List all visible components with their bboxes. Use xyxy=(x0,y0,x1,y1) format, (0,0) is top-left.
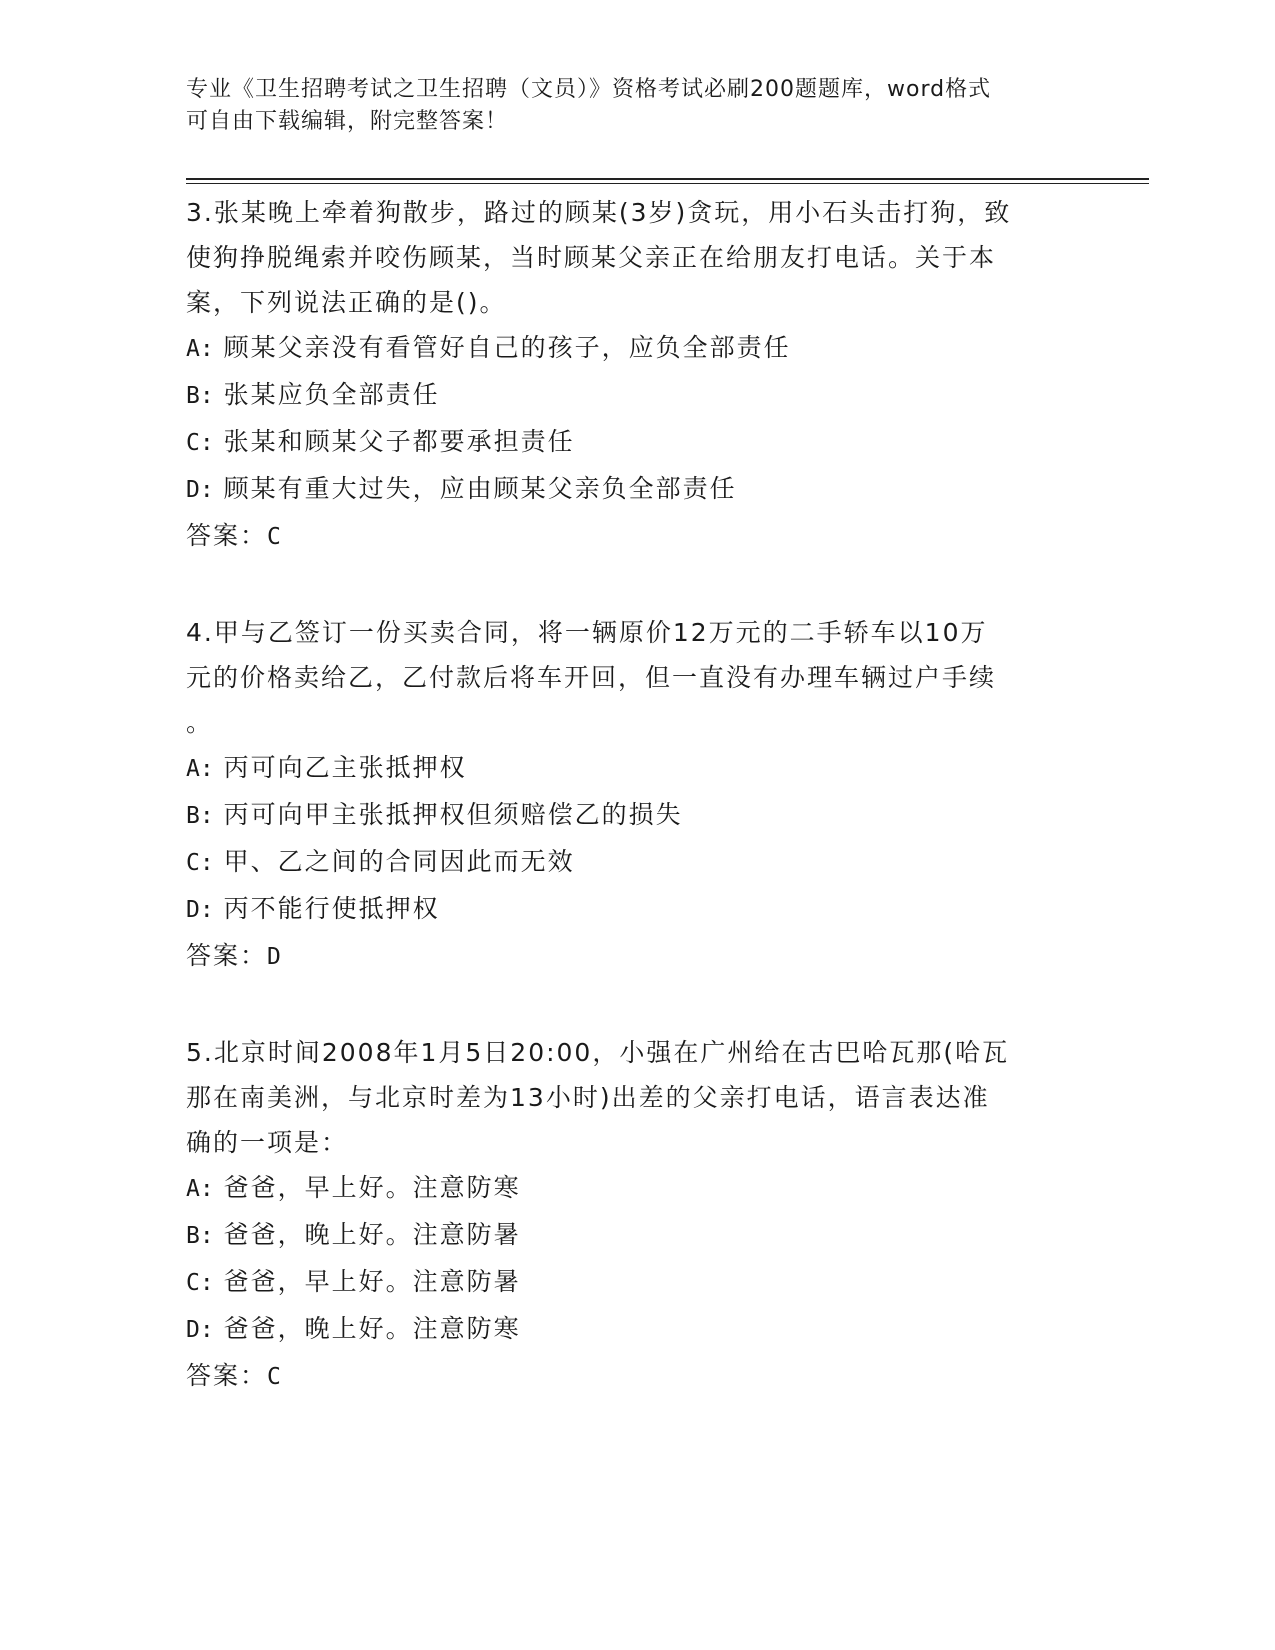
document-header xyxy=(186,74,1066,138)
option-a xyxy=(186,325,1086,372)
option-text: 爸爸，早上好。注意防寒 xyxy=(223,1173,521,1202)
option-letter: A: xyxy=(186,1176,214,1202)
question-stem xyxy=(186,610,1086,745)
option-text: 爸爸，晚上好。注意防寒 xyxy=(223,1314,521,1343)
option-text: 丙不能行使抵押权 xyxy=(223,894,440,923)
option-text: 顾某有重大过失，应由顾某父亲负全部责任 xyxy=(223,474,737,503)
header-divider-thick xyxy=(186,178,1149,180)
option-letter: D: xyxy=(186,897,214,923)
option-d xyxy=(186,1306,1086,1353)
header-divider-thin xyxy=(186,183,1149,184)
question-spacer xyxy=(186,980,1086,1030)
option-text: 张某应负全部责任 xyxy=(223,380,440,409)
question-stem-line: 确的一项是： xyxy=(186,1128,349,1157)
question-stem-line: 3.张某晚上牵着狗散步，路过的顾某(3岁)贪玩，用小石头击打狗，致 xyxy=(186,198,1012,227)
option-b xyxy=(186,372,1086,419)
option-text: 丙可向乙主张抵押权 xyxy=(223,753,467,782)
option-letter: C: xyxy=(186,1270,214,1296)
answer-line xyxy=(186,933,1086,980)
question-stem-line: 5.北京时间2008年1月5日20:00，小强在广州给在古巴哈瓦那(哈瓦 xyxy=(186,1038,1010,1067)
question-stem xyxy=(186,190,1086,325)
question-spacer xyxy=(186,560,1086,610)
option-letter: A: xyxy=(186,756,214,782)
answer-line xyxy=(186,1353,1086,1400)
option-letter: B: xyxy=(186,803,214,829)
option-letter: B: xyxy=(186,383,214,409)
option-text: 丙可向甲主张抵押权但须赔偿乙的损失 xyxy=(223,800,683,829)
option-text: 甲、乙之间的合同因此而无效 xyxy=(223,847,575,876)
option-letter: B: xyxy=(186,1223,214,1249)
option-a xyxy=(186,1165,1086,1212)
option-letter: A: xyxy=(186,336,214,362)
question-stem-line: 。 xyxy=(186,708,214,737)
option-text: 张某和顾某父子都要承担责任 xyxy=(223,427,575,456)
option-d xyxy=(186,886,1086,933)
option-text: 顾某父亲没有看管好自己的孩子，应负全部责任 xyxy=(223,333,791,362)
question-list xyxy=(186,190,1086,1400)
question-stem-line: 元的价格卖给乙，乙付款后将车开回，但一直没有办理车辆过户手续 xyxy=(186,663,997,692)
answer-value: C xyxy=(267,1364,281,1390)
option-text: 爸爸，晚上好。注意防暑 xyxy=(223,1220,521,1249)
answer-line xyxy=(186,513,1086,560)
option-letter: C: xyxy=(186,430,214,456)
answer-value: D xyxy=(267,944,281,970)
question-stem-line: 案，下列说法正确的是()。 xyxy=(186,288,507,317)
answer-value: C xyxy=(267,524,281,550)
question-5 xyxy=(186,1030,1086,1400)
option-letter: C: xyxy=(186,850,214,876)
option-c xyxy=(186,1259,1086,1306)
option-c xyxy=(186,419,1086,466)
option-letter: D: xyxy=(186,1317,214,1343)
question-3 xyxy=(186,190,1086,560)
question-stem-line: 使狗挣脱绳索并咬伤顾某，当时顾某父亲正在给朋友打电话。关于本 xyxy=(186,243,997,272)
header-line-1: 专业《卫生招聘考试之卫生招聘（文员）》资格考试必刷200题题库，word格式 xyxy=(186,77,992,102)
question-stem-line: 4.甲与乙签订一份买卖合同，将一辆原价12万元的二手轿车以10万 xyxy=(186,618,988,647)
option-b xyxy=(186,792,1086,839)
option-d xyxy=(186,466,1086,513)
option-c xyxy=(186,839,1086,886)
answer-label: 答案： xyxy=(186,1361,268,1390)
answer-label: 答案： xyxy=(186,521,268,550)
question-stem-line: 那在南美洲，与北京时差为13小时)出差的父亲打电话，语言表达准 xyxy=(186,1083,990,1112)
option-text: 爸爸，早上好。注意防暑 xyxy=(223,1267,521,1296)
answer-label: 答案： xyxy=(186,941,268,970)
header-line-2: 可自由下载编辑，附完整答案！ xyxy=(186,109,509,134)
question-4 xyxy=(186,610,1086,980)
option-letter: D: xyxy=(186,477,214,503)
question-stem xyxy=(186,1030,1086,1165)
option-b xyxy=(186,1212,1086,1259)
option-a xyxy=(186,745,1086,792)
